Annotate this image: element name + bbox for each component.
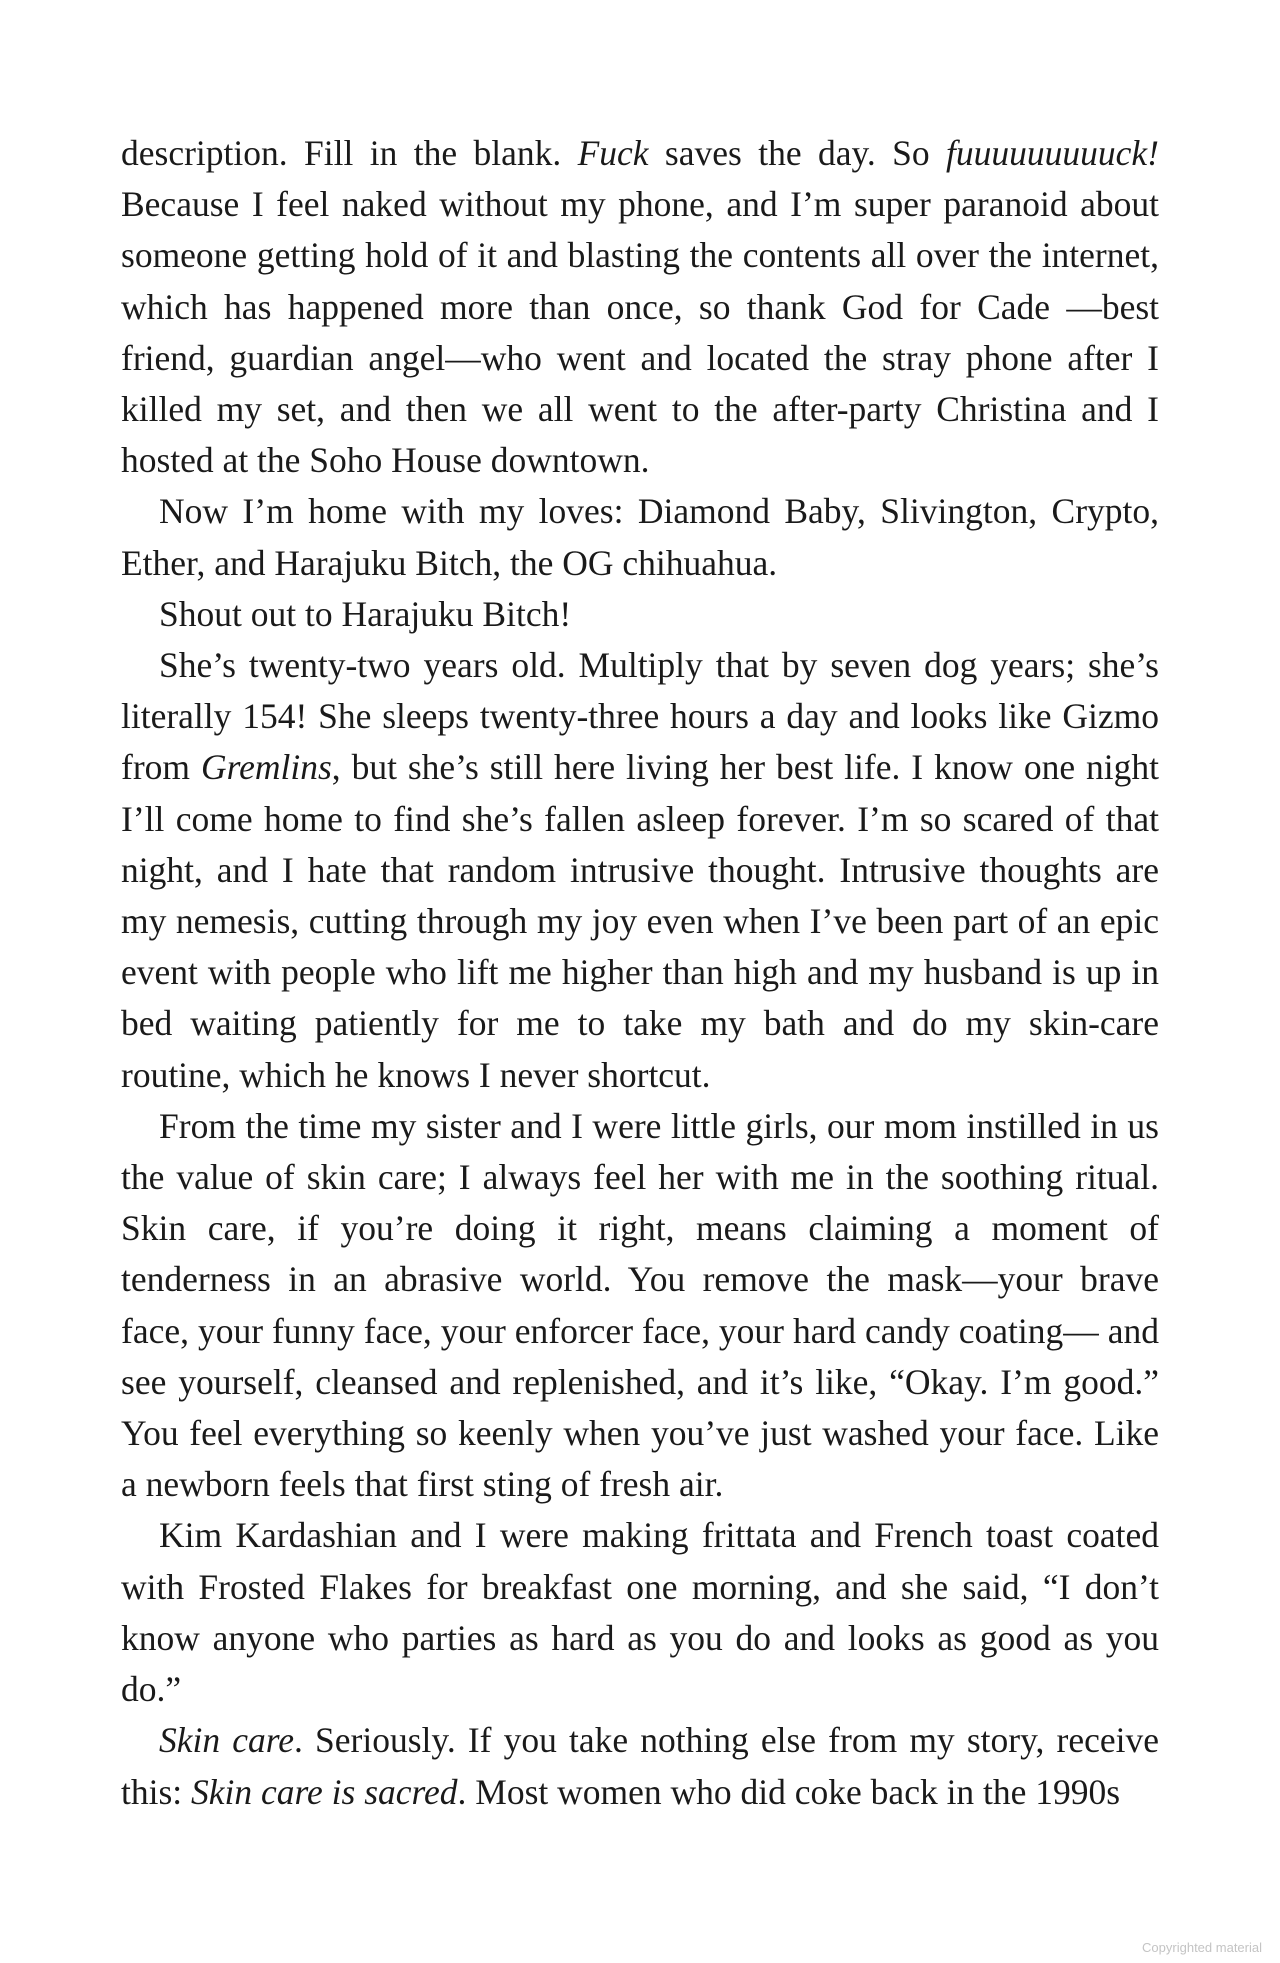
paragraph-2 bbox=[121, 486, 1159, 588]
text-run: Kim Kardashian and I were making frittata and French toast coated with Frosted Flakes for breakfast one morning, and she said, “I don’t know anyone who parties as hard as you do and looks as good as you do.” bbox=[121, 1515, 1159, 1710]
text-run: saves the day. So bbox=[648, 133, 947, 173]
italic-run: Skin care is sacred bbox=[191, 1771, 458, 1812]
italic-run: Fuck bbox=[577, 133, 649, 173]
text-run: Because I feel naked without my phone, and I’m super paranoid about someone getting hold of it and blasting the contents all over the internet, which has happened more than once, so thank God for Cade —best friend, guardian angel—who went and located the stray phone after I killed my set, and then we all went to the after-party Christina and I hosted at the Soho House downtown. bbox=[121, 184, 1159, 481]
copyright-notice: Copyrighted material bbox=[1142, 1940, 1262, 1955]
paragraph-6 bbox=[121, 1510, 1159, 1715]
text-run: Now I’m home with my loves: Diamond Baby, Slivington, Crypto, Ether, and Harajuku Bitch, the OG chihuahua. bbox=[121, 491, 1159, 583]
italic-run: Skin care bbox=[159, 1720, 295, 1761]
paragraph-7 bbox=[121, 1715, 1159, 1817]
paragraph-4 bbox=[121, 640, 1159, 1101]
paragraph-5 bbox=[121, 1101, 1159, 1511]
text-run: . Seriously. If you take nothing else from my story, receive this: bbox=[121, 1720, 1159, 1812]
book-page-body bbox=[121, 128, 1159, 1818]
text-run: From the time my sister and I were little girls, our mom instilled in us the value of skin care; I always feel her with me in the soothing ritual. Skin care, if you’re doing it right, means claiming a moment of tenderness in an abrasive world. You remove the mask—your brave face, your funny face, your enforcer face, your hard candy coating— and see yourself, cleansed and replenished, and it’s like, “Okay. I’m good.” You feel everything so keenly when you’ve just washed your face. Like a newborn feels that first sting of fresh air. bbox=[121, 1105, 1159, 1505]
italic-run: Gremlins bbox=[200, 747, 332, 788]
text-run: She’s twenty-two years old. Multiply that by seven dog years; she’s literally 154! She sleeps twenty-three hours a day and looks like Gizmo from bbox=[121, 645, 1159, 788]
text-run: Shout out to Harajuku Bitch! bbox=[159, 593, 572, 634]
paragraph-3 bbox=[121, 589, 1159, 640]
text-run: description. Fill in the blank. bbox=[121, 133, 578, 173]
paragraph-1 bbox=[121, 128, 1159, 486]
text-run: . Most women who did coke back in the 1990s bbox=[457, 1771, 1121, 1812]
text-run: , but she’s still here living her best life. I know one night I’ll come home to find she’s fallen asleep forever. I’m so scared of that night, and I hate that random intrusive thought. Intrusive thoughts are my nemesis, cutting through my joy even when I’ve been part of an epic event with people who lift me higher than high and my husband is up in bed waiting patiently for me to take my bath and do my skin-care routine, which he knows I never shortcut. bbox=[121, 747, 1159, 1095]
italic-run: fuuuuuuuuuck! bbox=[946, 133, 1159, 173]
